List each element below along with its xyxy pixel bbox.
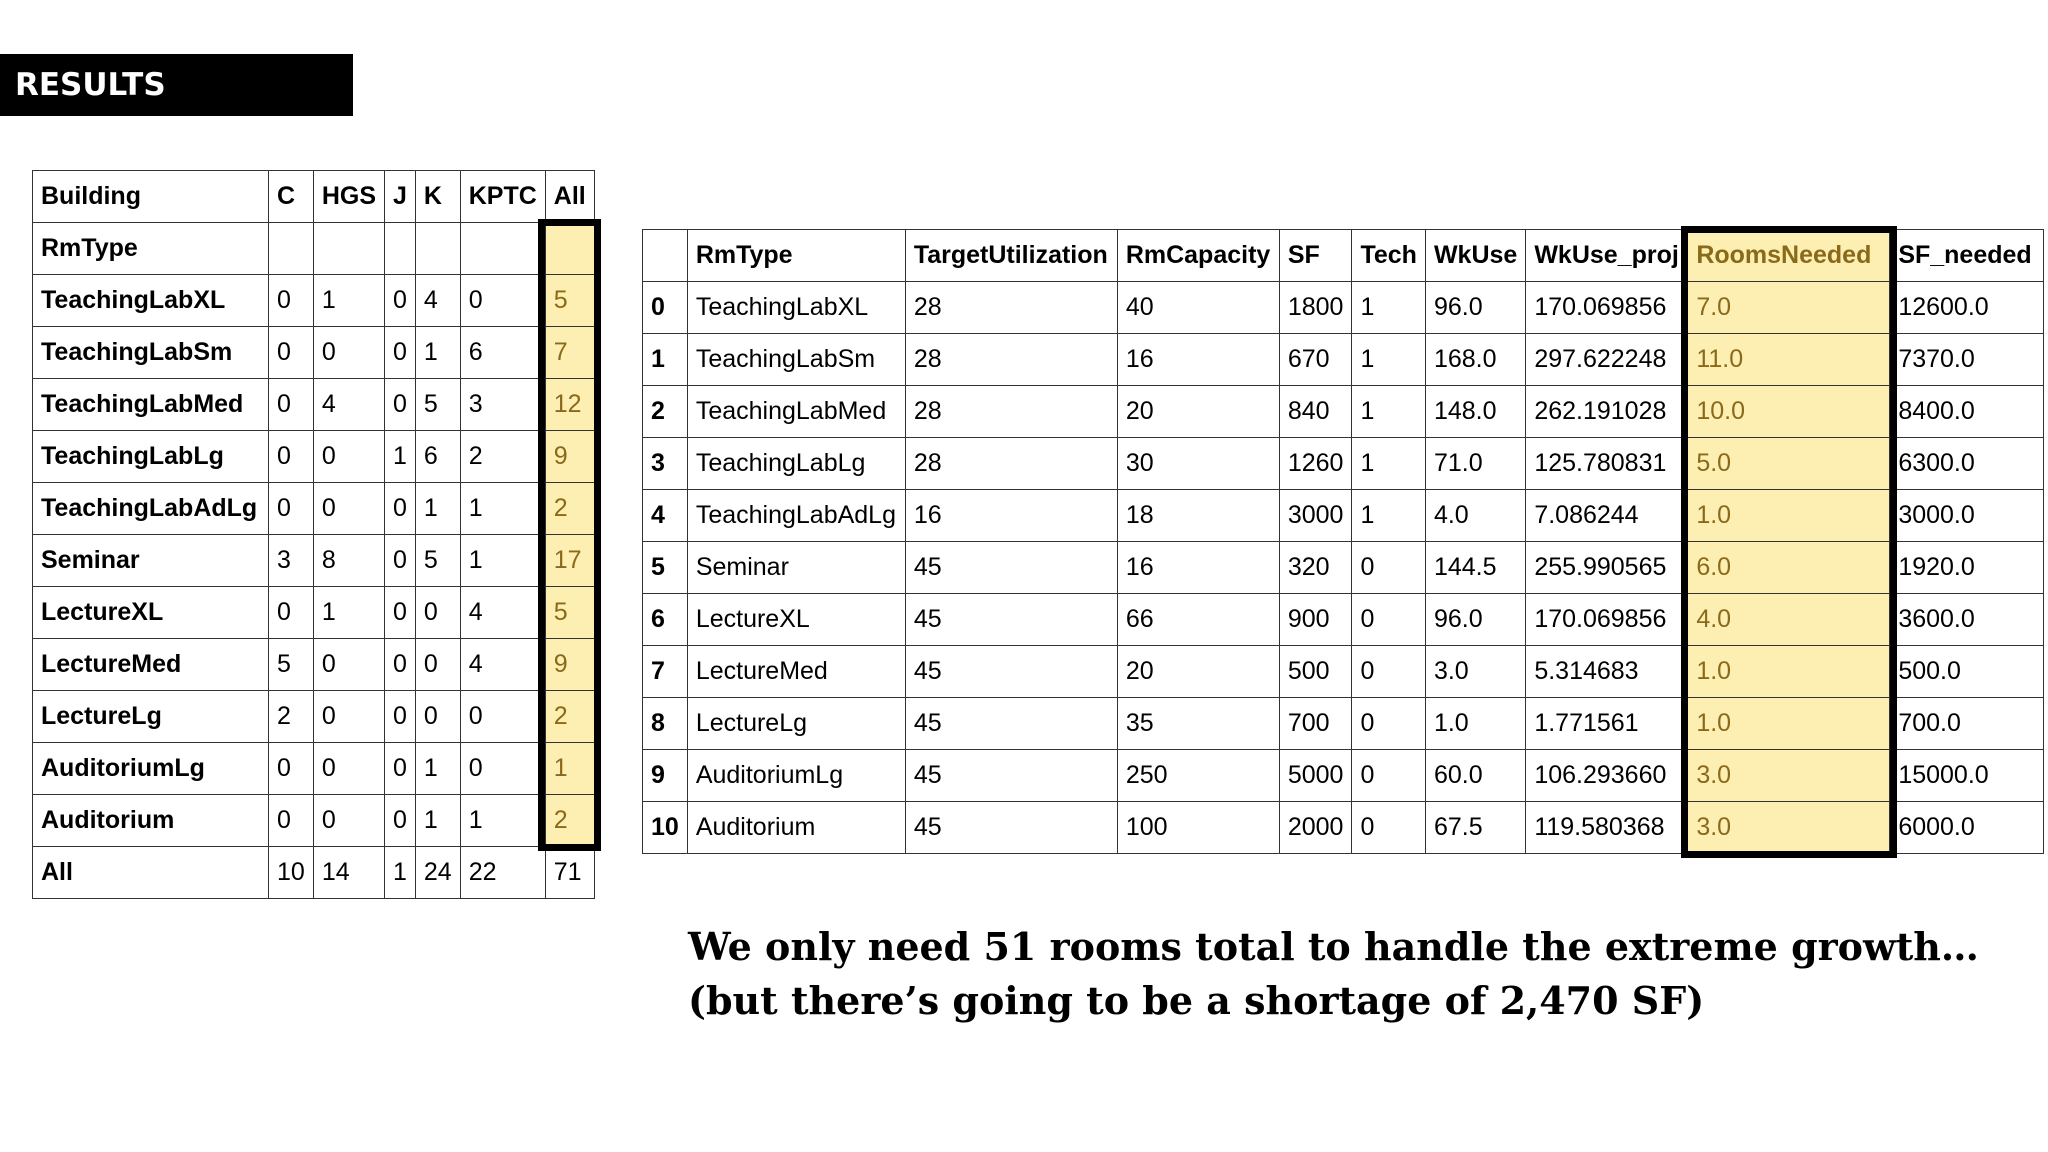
- results-cell: LectureLg: [687, 698, 905, 750]
- results-cell: 16: [1117, 334, 1279, 386]
- results-cell: 262.191028: [1526, 386, 1688, 438]
- building-pivot-table: [32, 170, 595, 899]
- pivot-total-row: [33, 847, 595, 899]
- pivot-cell: 1: [313, 275, 384, 327]
- results-cell: 28: [905, 386, 1117, 438]
- pivot-cell: 1: [415, 483, 460, 535]
- pivot-cell: 0: [313, 743, 384, 795]
- results-cell: 0: [1352, 750, 1426, 802]
- results-cell: 700: [1279, 698, 1352, 750]
- pivot-cell: 0: [460, 743, 545, 795]
- results-cell: 0: [1352, 802, 1426, 854]
- table-row: [33, 483, 595, 535]
- results-cell: 3000.0: [1890, 490, 2044, 542]
- pivot-index-row: [33, 223, 595, 275]
- pivot-empty-cell: [385, 223, 416, 275]
- results-cell: 840: [1279, 386, 1352, 438]
- results-cell: 1.0: [1688, 490, 1890, 542]
- pivot-cell: 0: [415, 587, 460, 639]
- pivot-cell: 2: [545, 483, 594, 535]
- results-cell: 5000: [1279, 750, 1352, 802]
- results-cell: 40: [1117, 282, 1279, 334]
- table-row: [33, 795, 595, 847]
- results-cell: 45: [905, 594, 1117, 646]
- results-banner: [0, 54, 353, 116]
- pivot-cell: 0: [415, 639, 460, 691]
- results-cell: 20: [1117, 646, 1279, 698]
- pivot-cell: 12: [545, 379, 594, 431]
- pivot-cell: 0: [460, 275, 545, 327]
- results-header-cell: SF: [1279, 230, 1352, 282]
- results-cell: 500.0: [1890, 646, 2044, 698]
- results-cell: 500: [1279, 646, 1352, 698]
- results-cell: 168.0: [1425, 334, 1525, 386]
- results-cell: 700.0: [1890, 698, 2044, 750]
- table-row: [643, 438, 2044, 490]
- results-cell: 45: [905, 802, 1117, 854]
- pivot-cell: 0: [269, 483, 314, 535]
- results-header-cell: Tech: [1352, 230, 1426, 282]
- results-cell: 250: [1117, 750, 1279, 802]
- results-cell: 1.771561: [1526, 698, 1688, 750]
- results-header-row: [643, 230, 2044, 282]
- pivot-cell: 2: [545, 795, 594, 847]
- results-cell: 66: [1117, 594, 1279, 646]
- results-cell: 1.0: [1688, 698, 1890, 750]
- results-header-cell: WkUse: [1425, 230, 1525, 282]
- pivot-total-cell: 14: [313, 847, 384, 899]
- pivot-cell: 0: [385, 639, 416, 691]
- pivot-empty-cell: [313, 223, 384, 275]
- table-row: [643, 594, 2044, 646]
- results-cell: 1: [1352, 438, 1426, 490]
- pivot-empty-cell: [460, 223, 545, 275]
- results-cell: 96.0: [1425, 594, 1525, 646]
- pivot-total-cell: 24: [415, 847, 460, 899]
- results-cell: 11.0: [1688, 334, 1890, 386]
- results-index-cell: 5: [643, 542, 688, 594]
- results-cell: 60.0: [1425, 750, 1525, 802]
- pivot-cell: 0: [460, 691, 545, 743]
- results-cell: 1: [1352, 282, 1426, 334]
- pivot-row-label: AuditoriumLg: [33, 743, 269, 795]
- pivot-total-cell: 1: [385, 847, 416, 899]
- pivot-cell: 0: [385, 535, 416, 587]
- banner-title: RESULTS: [15, 67, 166, 103]
- pivot-row-label: TeachingLabLg: [33, 431, 269, 483]
- results-cell: 148.0: [1425, 386, 1525, 438]
- results-cell: 15000.0: [1890, 750, 2044, 802]
- results-cell: 71.0: [1425, 438, 1525, 490]
- pivot-cell: 0: [269, 795, 314, 847]
- results-cell: 170.069856: [1526, 594, 1688, 646]
- pivot-cell: 4: [460, 639, 545, 691]
- pivot-header-row: [33, 171, 595, 223]
- results-cell: 0: [1352, 698, 1426, 750]
- caption-line-2: (but there’s going to be a shortage of 2,470 SF): [688, 978, 1705, 1023]
- results-index-cell: 10: [643, 802, 688, 854]
- caption-line-1: We only need 51 rooms total to handle the extreme growth…: [688, 924, 1979, 969]
- pivot-cell: 0: [385, 379, 416, 431]
- results-index-cell: 7: [643, 646, 688, 698]
- pivot-header-cell: K: [415, 171, 460, 223]
- pivot-cell: 5: [415, 535, 460, 587]
- pivot-header-cell: Building: [33, 171, 269, 223]
- results-cell: 1.0: [1425, 698, 1525, 750]
- results-header-cell: SF_needed: [1890, 230, 2044, 282]
- results-cell: 900: [1279, 594, 1352, 646]
- results-cell: 45: [905, 750, 1117, 802]
- table-row: [643, 698, 2044, 750]
- results-cell: 297.622248: [1526, 334, 1688, 386]
- results-cell: 16: [905, 490, 1117, 542]
- pivot-cell: 2: [269, 691, 314, 743]
- results-cell: 125.780831: [1526, 438, 1688, 490]
- results-cell: 2000: [1279, 802, 1352, 854]
- results-cell: 4.0: [1425, 490, 1525, 542]
- pivot-cell: 0: [313, 639, 384, 691]
- table-row: [33, 691, 595, 743]
- caption: [688, 920, 1988, 1028]
- pivot-cell: 0: [313, 691, 384, 743]
- results-index-cell: 8: [643, 698, 688, 750]
- pivot-cell: 0: [313, 483, 384, 535]
- results-cell: 170.069856: [1526, 282, 1688, 334]
- results-cell: 45: [905, 542, 1117, 594]
- results-header-cell: [643, 230, 688, 282]
- results-index-cell: 1: [643, 334, 688, 386]
- pivot-cell: 1: [460, 483, 545, 535]
- pivot-row-label: LectureXL: [33, 587, 269, 639]
- table-row: [643, 334, 2044, 386]
- pivot-cell: 6: [415, 431, 460, 483]
- results-cell: 4.0: [1688, 594, 1890, 646]
- pivot-cell: 3: [269, 535, 314, 587]
- results-cell: AuditoriumLg: [687, 750, 905, 802]
- pivot-cell: 1: [460, 535, 545, 587]
- pivot-cell: 0: [385, 795, 416, 847]
- table-row: [33, 587, 595, 639]
- pivot-empty-cell: [545, 223, 594, 275]
- results-cell: 96.0: [1425, 282, 1525, 334]
- pivot-header-cell: All: [545, 171, 594, 223]
- results-cell: 100: [1117, 802, 1279, 854]
- pivot-cell: 3: [460, 379, 545, 431]
- results-cell: 1.0: [1688, 646, 1890, 698]
- pivot-row-label: TeachingLabMed: [33, 379, 269, 431]
- pivot-cell: 0: [269, 275, 314, 327]
- results-index-cell: 4: [643, 490, 688, 542]
- pivot-header-cell: KPTC: [460, 171, 545, 223]
- results-cell: TeachingLabMed: [687, 386, 905, 438]
- results-cell: 10.0: [1688, 386, 1890, 438]
- results-header-cell: WkUse_proj: [1526, 230, 1688, 282]
- pivot-cell: 2: [545, 691, 594, 743]
- pivot-cell: 17: [545, 535, 594, 587]
- results-cell: 18: [1117, 490, 1279, 542]
- pivot-cell: 0: [313, 795, 384, 847]
- results-cell: 1920.0: [1890, 542, 2044, 594]
- results-cell: 106.293660: [1526, 750, 1688, 802]
- pivot-row-label: TeachingLabXL: [33, 275, 269, 327]
- table-row: [643, 282, 2044, 334]
- pivot-cell: 1: [415, 327, 460, 379]
- results-cell: 7370.0: [1890, 334, 2044, 386]
- results-cell: 8400.0: [1890, 386, 2044, 438]
- table-row: [643, 542, 2044, 594]
- results-cell: Seminar: [687, 542, 905, 594]
- results-cell: 45: [905, 646, 1117, 698]
- pivot-total-label: All: [33, 847, 269, 899]
- pivot-empty-cell: [269, 223, 314, 275]
- results-cell: 1800: [1279, 282, 1352, 334]
- pivot-header-cell: J: [385, 171, 416, 223]
- pivot-header-cell: HGS: [313, 171, 384, 223]
- pivot-row-label: TeachingLabSm: [33, 327, 269, 379]
- results-index-cell: 2: [643, 386, 688, 438]
- pivot-cell: 0: [269, 587, 314, 639]
- results-cell: 1260: [1279, 438, 1352, 490]
- pivot-cell: 0: [385, 587, 416, 639]
- table-row: [643, 802, 2044, 854]
- results-cell: TeachingLabSm: [687, 334, 905, 386]
- pivot-cell: 5: [545, 275, 594, 327]
- results-cell: 3.0: [1425, 646, 1525, 698]
- results-cell: Auditorium: [687, 802, 905, 854]
- pivot-cell: 1: [415, 795, 460, 847]
- table-row: [33, 743, 595, 795]
- pivot-cell: 9: [545, 431, 594, 483]
- pivot-cell: 5: [415, 379, 460, 431]
- results-cell: 0: [1352, 646, 1426, 698]
- pivot-cell: 0: [269, 743, 314, 795]
- pivot-cell: 4: [415, 275, 460, 327]
- results-index-cell: 0: [643, 282, 688, 334]
- results-cell: 28: [905, 334, 1117, 386]
- pivot-total-cell: 71: [545, 847, 594, 899]
- results-index-cell: 3: [643, 438, 688, 490]
- results-cell: 3.0: [1688, 750, 1890, 802]
- table-row: [33, 379, 595, 431]
- pivot-row-label: Auditorium: [33, 795, 269, 847]
- results-cell: TeachingLabAdLg: [687, 490, 905, 542]
- results-cell: 6300.0: [1890, 438, 2044, 490]
- table-row: [33, 275, 595, 327]
- pivot-row-label: Seminar: [33, 535, 269, 587]
- results-cell: 7.086244: [1526, 490, 1688, 542]
- results-header-cell: RmType: [687, 230, 905, 282]
- results-cell: TeachingLabLg: [687, 438, 905, 490]
- pivot-row-label: LectureLg: [33, 691, 269, 743]
- results-cell: 144.5: [1425, 542, 1525, 594]
- table-row: [33, 431, 595, 483]
- results-index-cell: 9: [643, 750, 688, 802]
- pivot-cell: 0: [269, 379, 314, 431]
- table-row: [643, 750, 2044, 802]
- pivot-cell: 0: [385, 327, 416, 379]
- results-cell: 3600.0: [1890, 594, 2044, 646]
- table-row: [33, 327, 595, 379]
- pivot-cell: 5: [269, 639, 314, 691]
- results-cell: 320: [1279, 542, 1352, 594]
- results-cell: 20: [1117, 386, 1279, 438]
- results-cell: 670: [1279, 334, 1352, 386]
- pivot-empty-cell: [415, 223, 460, 275]
- results-cell: 16: [1117, 542, 1279, 594]
- results-cell: 119.580368: [1526, 802, 1688, 854]
- pivot-total-cell: 22: [460, 847, 545, 899]
- results-index-cell: 6: [643, 594, 688, 646]
- pivot-cell: 0: [385, 743, 416, 795]
- pivot-cell: 2: [460, 431, 545, 483]
- results-cell: 30: [1117, 438, 1279, 490]
- results-header-cell: RoomsNeeded: [1688, 230, 1890, 282]
- table-row: [643, 386, 2044, 438]
- pivot-cell: 0: [385, 483, 416, 535]
- pivot-total-cell: 10: [269, 847, 314, 899]
- results-cell: 6.0: [1688, 542, 1890, 594]
- pivot-cell: 0: [313, 431, 384, 483]
- rooms-needed-table: [642, 229, 2044, 854]
- pivot-row-label: TeachingLabAdLg: [33, 483, 269, 535]
- pivot-cell: 1: [545, 743, 594, 795]
- table-row: [643, 490, 2044, 542]
- results-cell: 35: [1117, 698, 1279, 750]
- pivot-cell: 1: [460, 795, 545, 847]
- results-cell: 3.0: [1688, 802, 1890, 854]
- table-row: [33, 639, 595, 691]
- results-header-cell: RmCapacity: [1117, 230, 1279, 282]
- pivot-cell: 1: [313, 587, 384, 639]
- pivot-cell: 7: [545, 327, 594, 379]
- pivot-cell: 0: [313, 327, 384, 379]
- pivot-header-cell: C: [269, 171, 314, 223]
- results-cell: 255.990565: [1526, 542, 1688, 594]
- results-cell: 12600.0: [1890, 282, 2044, 334]
- results-cell: 5.314683: [1526, 646, 1688, 698]
- pivot-cell: 0: [269, 327, 314, 379]
- pivot-cell: 5: [545, 587, 594, 639]
- results-cell: 1: [1352, 490, 1426, 542]
- results-cell: 1: [1352, 334, 1426, 386]
- pivot-row-label: LectureMed: [33, 639, 269, 691]
- results-header-cell: TargetUtilization: [905, 230, 1117, 282]
- table-row: [643, 646, 2044, 698]
- pivot-cell: 6: [460, 327, 545, 379]
- results-cell: 0: [1352, 594, 1426, 646]
- table-row: [33, 535, 595, 587]
- pivot-cell: 1: [415, 743, 460, 795]
- results-cell: 5.0: [1688, 438, 1890, 490]
- results-cell: LectureMed: [687, 646, 905, 698]
- results-cell: 45: [905, 698, 1117, 750]
- pivot-cell: 9: [545, 639, 594, 691]
- results-cell: 28: [905, 282, 1117, 334]
- results-cell: 67.5: [1425, 802, 1525, 854]
- pivot-cell: 0: [269, 431, 314, 483]
- results-cell: 7.0: [1688, 282, 1890, 334]
- pivot-cell: 1: [385, 431, 416, 483]
- pivot-cell: 8: [313, 535, 384, 587]
- pivot-cell: 4: [460, 587, 545, 639]
- pivot-index-label: RmType: [33, 223, 269, 275]
- results-cell: 28: [905, 438, 1117, 490]
- pivot-cell: 0: [415, 691, 460, 743]
- pivot-cell: 0: [385, 275, 416, 327]
- results-cell: LectureXL: [687, 594, 905, 646]
- results-cell: 0: [1352, 542, 1426, 594]
- results-cell: TeachingLabXL: [687, 282, 905, 334]
- pivot-cell: 4: [313, 379, 384, 431]
- results-cell: 3000: [1279, 490, 1352, 542]
- pivot-cell: 0: [385, 691, 416, 743]
- results-cell: 1: [1352, 386, 1426, 438]
- results-cell: 6000.0: [1890, 802, 2044, 854]
